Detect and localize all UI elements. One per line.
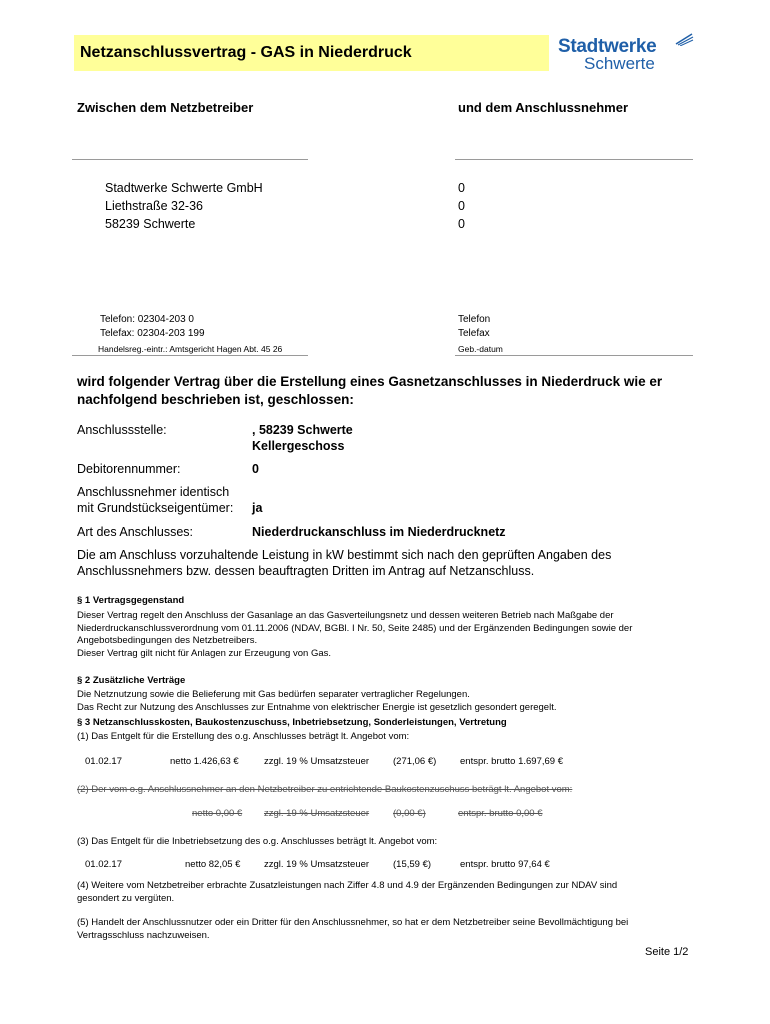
- right-contact: [458, 313, 490, 341]
- left-party-header: Zwischen dem Netzbetreiber: [77, 100, 254, 115]
- left-phone: Telefon: 02304-203 0: [100, 314, 194, 325]
- s3-p1: (1) Das Entgelt für die Erstellung des o.g. Anschlusses beträgt lt. Angebot vom:: [77, 731, 410, 742]
- s1-line: Dieser Vertrag gilt nicht für Anlagen zur Erzeugung von Gas.: [77, 647, 331, 659]
- leistung-paragraph: [77, 547, 611, 579]
- r3-brutto: entspr. brutto 97,64 €: [460, 859, 550, 870]
- s3-heading: § 3 Netzanschlusskosten, Baukostenzuschuss, Inbetriebsetzung, Sonderleistungen, Vertretung: [77, 717, 507, 728]
- debitor-value: 0: [252, 462, 259, 476]
- r3-amount: (15,59 €): [393, 859, 432, 870]
- left-divider-bottom: [72, 355, 308, 356]
- s3-p5: [77, 917, 628, 942]
- left-address: [105, 179, 263, 233]
- s3-p2: (2) Der vom o.g. Anschlussnehmer an den Netzbetreiber zu entrichtende Baukostenzuschuss beträgt lt. Angebot vom:: [77, 784, 573, 795]
- anschlussstelle-label: Anschlussstelle:: [77, 423, 167, 437]
- r1-date: 01.02.17: [85, 756, 122, 767]
- r1-tax: zzgl. 19 % Umsatzsteuer: [264, 756, 370, 767]
- s2-body: [77, 689, 556, 714]
- company-logo: [556, 32, 696, 74]
- identisch-label: [77, 484, 233, 516]
- r1-brutto: entspr. brutto 1.697,69 €: [460, 756, 563, 767]
- left-fax: Telefax: 02304-203 199: [100, 328, 205, 339]
- r3-date: 01.02.17: [85, 859, 122, 870]
- art-label: Art des Anschlusses:: [77, 525, 194, 539]
- identisch-label-line: mit Grundstückseigentümer:: [77, 501, 234, 515]
- s3-p4-line: gesondert zu vergüten.: [77, 892, 175, 904]
- leistung-line: Die am Anschluss vorzuhaltende Leistung in kW bestimmt sich nach den geprüften Angaben des: [77, 548, 612, 562]
- identisch-label-line: Anschlussnehmer identisch: [77, 485, 230, 499]
- r1-netto: netto 1.426,63 €: [170, 756, 239, 767]
- intro-paragraph: [77, 373, 662, 409]
- right-address-line: 0: [458, 199, 465, 213]
- r2-amount: (0,00 €): [393, 808, 426, 819]
- right-address-line: 0: [458, 217, 465, 231]
- s2-line: Die Netznutzung sowie die Belieferung mit Gas bedürfen separater vertraglicher Regelungen.: [77, 689, 470, 700]
- s2-line: Das Recht zur Nutzung des Anschlusses zur Entnahme von elektrischer Energie ist gesetzlich gesondert geregelt.: [77, 701, 557, 713]
- left-divider: [72, 159, 308, 160]
- identisch-value: ja: [252, 501, 263, 515]
- s3-p4: [77, 880, 617, 905]
- left-contact: [100, 313, 205, 341]
- s3-p4-line: (4) Weitere vom Netzbetreiber erbrachte Zusatzleistungen nach Ziffer 4.8 und 4.9 der Ergänzenden Bedingungen zur NDAV sind: [77, 880, 618, 891]
- left-address-line: Stadtwerke Schwerte GmbH: [105, 181, 263, 195]
- right-birthdate: Geb.-datum: [458, 344, 503, 354]
- left-address-line: 58239 Schwerte: [105, 217, 196, 231]
- art-value: Niederdruckanschluss im Niederdrucknetz: [252, 525, 506, 539]
- s3-p5-line: Vertragsschluss nachzuweisen.: [77, 929, 210, 941]
- page-number: Seite 1/2: [645, 946, 689, 958]
- s2-heading: § 2 Zusätzliche Verträge: [77, 675, 186, 686]
- right-divider: [455, 159, 693, 160]
- r3-netto: netto 82,05 €: [185, 859, 241, 870]
- r2-brutto: entspr. brutto 0,00 €: [458, 808, 543, 819]
- left-register: Handelsreg.-eintr.: Amtsgericht Hagen Abt. 45 26: [98, 344, 283, 354]
- intro-line: nachfolgend beschrieben ist, geschlossen:: [77, 392, 354, 407]
- s3-p5-line: (5) Handelt der Anschlussnutzer oder ein Dritter für den Anschlussnehmer, so hat er dem Netzbetreiber seine Bevollmächtigung bei: [77, 917, 629, 928]
- right-divider-bottom: [455, 355, 693, 356]
- s1-heading: § 1 Vertragsgegenstand: [77, 595, 185, 606]
- leistung-line: Anschlussnehmers bzw. dessen beauftragten Dritten im Antrag auf Netzanschluss.: [77, 564, 535, 578]
- left-address-line: Liethstraße 32-36: [105, 199, 203, 213]
- anschlussstelle-value-line: Kellergeschoss: [252, 439, 345, 453]
- logo-top-text: Stadtwerke: [558, 36, 657, 57]
- s1-line: Dieser Vertrag regelt den Anschluss der Gasanlage an das Gasverteilungsnetz und dessen weiteren Betrieb nach Maßgabe der: [77, 610, 614, 621]
- anschlussstelle-value-line: , 58239 Schwerte: [252, 423, 353, 437]
- intro-line: wird folgender Vertrag über die Erstellung eines Gasnetzanschlusses in Niederdruck wie er: [77, 374, 663, 389]
- right-phone: Telefon: [458, 314, 491, 325]
- document-title: Netzanschlussvertrag - GAS in Niederdruck: [80, 44, 412, 61]
- right-address-line: 0: [458, 181, 465, 195]
- s1-line: Angebotsbedingungen des Netzbetreibers.: [77, 635, 258, 646]
- logo-bottom-text: Schwerte: [584, 54, 655, 73]
- right-address: [458, 179, 465, 233]
- debitor-label: Debitorennummer:: [77, 462, 181, 476]
- r2-netto: netto 0,00 €: [192, 808, 243, 819]
- anschlussstelle-value: [252, 422, 353, 454]
- right-party-header: und dem Anschlussnehmer: [458, 100, 628, 115]
- s1-line: Niederdruckanschlussverordnung vom 01.11.2006 (NDAV, BGBl. I Nr. 50, Seite 2485) und der Ergänzenden Bedingungen sowie der: [77, 622, 633, 634]
- r3-tax: zzgl. 19 % Umsatzsteuer: [264, 859, 370, 870]
- logo-rays-icon: [674, 32, 694, 46]
- s1-body: [77, 610, 632, 660]
- r1-amount: (271,06 €): [393, 756, 437, 767]
- s3-p3: (3) Das Entgelt für die Inbetriebsetzung des o.g. Anschlusses beträgt lt. Angebot vom:: [77, 836, 438, 847]
- r2-tax: zzgl. 19 % Umsatzsteuer: [264, 808, 370, 819]
- right-fax: Telefax: [458, 328, 490, 339]
